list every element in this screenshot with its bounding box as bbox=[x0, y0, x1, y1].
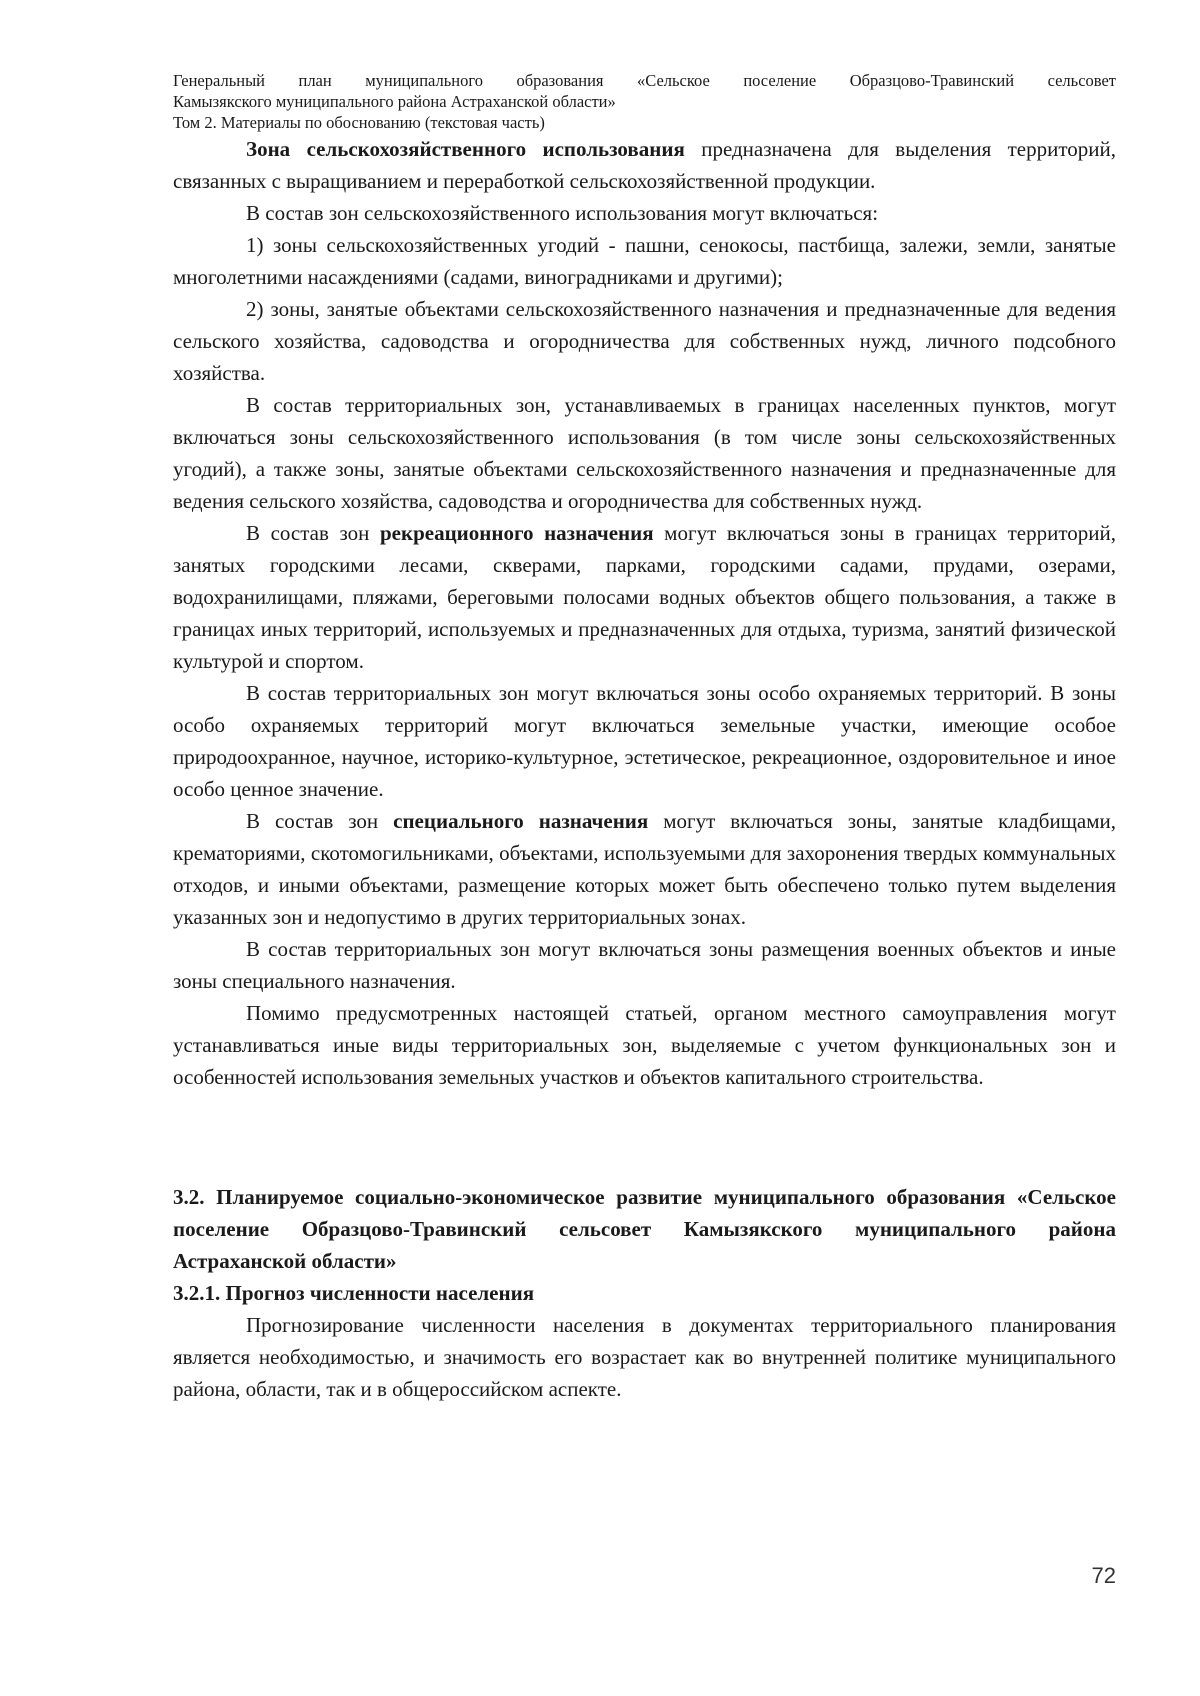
body-text bbox=[173, 133, 1116, 1093]
paragraph-protected-territories: В состав территориальных зон могут включаться зоны особо охраняемых территорий. В зоны особо охраняемых территорий могут включаться земельные участки, имеющие особое природоохранное, научное, историко-культурное, эстетическое, рекреационное, оздоровительное и иное особо ценное значение. bbox=[173, 681, 1116, 801]
paragraph-text: предназначена для выделения территорий, связанных с выращиванием и переработкой сельскохозяйственной продукции. bbox=[173, 137, 1116, 193]
page-number: 72 bbox=[1091, 1563, 1116, 1588]
term-recreational-zone: рекреационного назначения bbox=[379, 521, 654, 545]
section-body bbox=[173, 1309, 1116, 1405]
section-heading-3-2: 3.2. Планируемое социально-экономическое развитие муниципального образования «Сельское поселение Образцово-Травинский сельсовет Камызякского муниципального района Астраханской области» bbox=[173, 1185, 1116, 1273]
paragraph-agricultural-zone bbox=[173, 133, 1116, 197]
paragraph-recreational-zone bbox=[173, 517, 1116, 677]
header-title-line1: Генеральный план муниципального образования «Сельское поселение Образцово-Травинский сельсовет bbox=[173, 71, 1116, 90]
paragraph-agricultural-composition: В состав зон сельскохозяйственного использования могут включаться: bbox=[246, 201, 879, 225]
term-agricultural-zone: Зона сельскохозяйственного использования bbox=[246, 137, 685, 161]
list-item-1: 1) зоны сельскохозяйственных угодий - пашни, сенокосы, пастбища, залежи, земли, занятые многолетними насаждениями (садами, виноградниками и другими); bbox=[173, 233, 1116, 289]
subsection-heading-3-2-1: 3.2.1. Прогноз численности населения bbox=[173, 1281, 535, 1305]
section-spacer bbox=[173, 1093, 1116, 1181]
paragraph-military-zones: В состав территориальных зон могут включаться зоны размещения военных объектов и иные зоны специального назначения. bbox=[173, 937, 1116, 993]
paragraph-special-zone bbox=[173, 805, 1116, 933]
paragraph-text: В состав зон bbox=[246, 809, 394, 833]
header-title-line2: Камызякского муниципального района Астраханской области» bbox=[173, 92, 616, 111]
running-header bbox=[173, 70, 1116, 133]
paragraph-population-forecast: Прогнозирование численности населения в документах территориального планирования является необходимостью, и значимость его возрастает как во внутренней политике муниципального района, области, так и в общероссийском аспекте. bbox=[173, 1313, 1116, 1401]
paragraph-other-zones: Помимо предусмотренных настоящей статьей, органом местного самоуправления могут устанавливаться иные виды территориальных зон, выделяемые с учетом функциональных зон и особенностей использования земельных участков и объектов капитального строительства. bbox=[173, 1001, 1116, 1089]
header-volume-line: Том 2. Материалы по обоснованию (текстовая часть) bbox=[173, 113, 545, 132]
paragraph-text: В состав зон bbox=[246, 521, 380, 545]
list-item-2: 2) зоны, занятые объектами сельскохозяйственного назначения и предназначенные для ведения сельского хозяйства, садоводства и огородничества для собственных нужд, личного подсобного хозяйства. bbox=[173, 297, 1116, 385]
paragraph-text: могут включаться зоны в границах территорий, занятых городскими лесами, скверами, парками, городскими садами, прудами, озерами, водохранилищами, пляжами, береговыми полосами водных объектов общего пользования, а также в границах иных территорий, используемых и предназначенных для отдыха, туризма, занятий физической культурой и спортом. bbox=[173, 521, 1116, 673]
term-special-zone: специального назначения bbox=[393, 809, 649, 833]
paragraph-settlement-zones: В состав территориальных зон, устанавливаемых в границах населенных пунктов, могут включаться зоны сельскохозяйственного использования (в том числе зоны сельскохозяйственных угодий), а также зоны, занятые объектами сельскохозяйственного назначения и предназначенные для ведения сельского хозяйства, садоводства и огородничества для собственных нужд. bbox=[173, 393, 1116, 513]
paragraph-text: могут включаться зоны, занятые кладбищами, крематориями, скотомогильниками, объектами, используемыми для захоронения твердых коммунальных отходов, и иными объектами, размещение которых может быть обеспечено только путем выделения указанных зон и недопустимо в других территориальных зонах. bbox=[173, 809, 1116, 929]
document-page bbox=[173, 70, 1116, 1405]
